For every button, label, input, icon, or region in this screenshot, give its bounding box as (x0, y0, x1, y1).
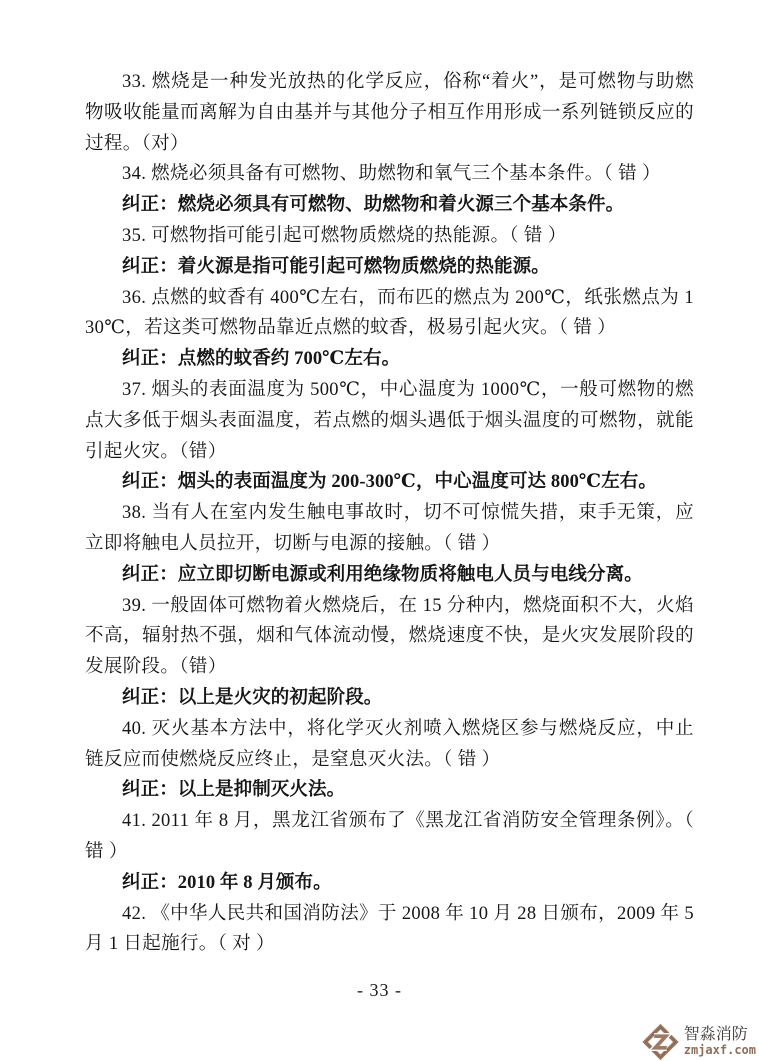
correction-39: 纠正：以上是火灾的初起阶段。 (122, 687, 383, 708)
correction-34: 纠正：燃烧必须具有可燃物、助燃物和着火源三个基本条件。 (122, 195, 625, 216)
question-33: 33. 燃烧是一种发光放热的化学反应，俗称“着火”，是可燃物与助燃物吸收能量而离解为自由基并与其他分子相互作用形成一系列链锁反应的过程。（对） (85, 72, 694, 154)
correction-41: 纠正：2010 年 8 月颁布。 (122, 872, 332, 893)
question-42: 42. 《中华人民共和国消防法》于 2008 年 10 月 28 日颁布，2009 年 5 月 1 日起施行。（ 对 ） (85, 903, 694, 955)
question-37: 37. 烟头的表面温度为 500℃，中心温度为 1000℃，一般可燃物的燃点大多低于烟头表面温度，若点燃的烟头遇低于烟头温度的可燃物，就能引起火灾。（错） (85, 379, 694, 462)
watermark-brand-name: 智淼消防 (683, 1026, 748, 1044)
question-36: 36. 点燃的蚊香有 400℃左右，而布匹的燃点为 200℃，纸张燃点为 130℃，若这类可燃物品靠近点燃的蚊香，极易引起火灾。（ 错 ） (85, 287, 694, 339)
question-39: 39. 一般固体可燃物着火燃烧后，在 15 分种内，燃烧面积不大，火焰不高，辐射热不强，烟和气体流动慢，燃烧速度不快，是火灾发展阶段的发展阶段。（错） (85, 595, 694, 678)
correction-37: 纠正：烟头的表面温度为 200-300℃，中心温度可达 800℃左右。 (122, 472, 657, 493)
watermark-logo (642, 1024, 756, 1060)
question-34: 34. 燃烧必须具备有可燃物、助燃物和氧气三个基本条件。（ 错 ） (122, 164, 661, 185)
watermark-domain: zmjaxf.com (683, 1043, 756, 1058)
page-number: - 33 - (357, 980, 402, 1000)
document-body (85, 67, 694, 960)
question-40: 40. 灭火基本方法中，将化学灭火剂喷入燃烧区参与燃烧反应，中止链反应而使燃烧反应终止，是窒息灭火法。（ 错 ） (85, 718, 694, 770)
correction-35: 纠正：着火源是指可能引起可燃物质燃烧的热能源。 (122, 256, 550, 277)
question-38: 38. 当有人在室内发生触电事故时，切不可惊慌失措，束手无策，应立即将触电人员拉开，切断与电源的接触。（ 错 ） (85, 503, 694, 554)
question-41: 41. 2011 年 8 月，黑龙江省颁布了《黑龙江省消防安全管理条例》。（ 错 ） (85, 811, 694, 862)
watermark-text (684, 1027, 756, 1056)
correction-40: 纠正：以上是抑制灭火法。 (122, 780, 346, 801)
diamond-z-logo-icon (642, 1024, 679, 1060)
correction-36: 纠正：点燃的蚊香约 700℃左右。 (122, 349, 401, 370)
question-35: 35. 可燃物指可能引起可燃物质燃烧的热能源。（ 错 ） (122, 225, 567, 246)
correction-38: 纠正：应立即切断电源或利用绝缘物质将触电人员与电线分离。 (122, 564, 643, 585)
